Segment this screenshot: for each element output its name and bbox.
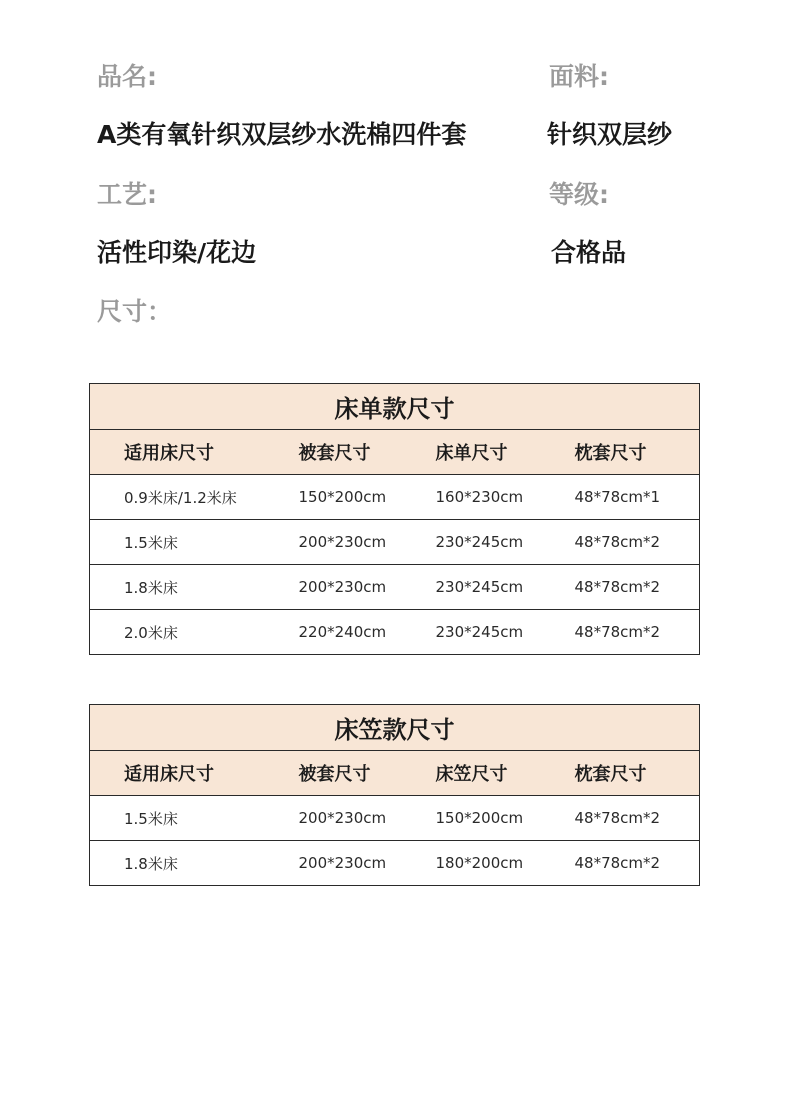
- fitted-table-title-row: [90, 705, 700, 751]
- header-pillowcase-size: 枕套尺寸: [574, 443, 647, 464]
- cell-duvet-size: 200*230cm: [298, 533, 387, 551]
- cell-bed-size: 1.5米床: [124, 809, 178, 828]
- cell-bed-size: 2.0米床: [124, 623, 178, 642]
- craft-value: 活性印染/花边: [97, 238, 257, 267]
- grade-value: 合格品: [551, 238, 627, 267]
- header-bed-size: 适用床尺寸: [124, 443, 214, 464]
- cell-duvet-size: 150*200cm: [298, 488, 387, 506]
- cell-duvet-size: 220*240cm: [298, 623, 387, 641]
- sheet-table-header-row: [90, 430, 700, 475]
- cell-sheet-size: 230*245cm: [435, 623, 524, 641]
- size-label: 尺寸：: [97, 297, 173, 326]
- cell-bed-size: 1.5米床: [124, 533, 178, 552]
- cell-pillowcase-size: 48*78cm*2: [574, 623, 661, 641]
- table-row: [90, 565, 700, 610]
- sheet-size-table: [89, 383, 700, 655]
- header-duvet-size: 被套尺寸: [298, 443, 371, 464]
- craft-label: 工艺:: [97, 180, 157, 209]
- cell-fitted-size: 180*200cm: [435, 854, 524, 872]
- header-fitted-size: 床笠尺寸: [435, 764, 508, 785]
- header-sheet-size: 床单尺寸: [435, 443, 508, 464]
- header-duvet-size: 被套尺寸: [298, 764, 371, 785]
- table-row: [90, 520, 700, 565]
- header-bed-size: 适用床尺寸: [124, 764, 214, 785]
- fabric-label: 面料:: [549, 62, 609, 91]
- cell-duvet-size: 200*230cm: [298, 809, 387, 827]
- fitted-table-header-row: [90, 751, 700, 796]
- cell-pillowcase-size: 48*78cm*1: [574, 488, 661, 506]
- cell-sheet-size: 160*230cm: [435, 488, 524, 506]
- table-row: [90, 475, 700, 520]
- cell-duvet-size: 200*230cm: [298, 578, 387, 596]
- product-name-value: A类有氧针织双层纱水洗棉四件套: [97, 120, 467, 149]
- cell-pillowcase-size: 48*78cm*2: [574, 809, 661, 827]
- cell-bed-size: 1.8米床: [124, 854, 178, 873]
- cell-fitted-size: 150*200cm: [435, 809, 524, 827]
- cell-pillowcase-size: 48*78cm*2: [574, 578, 661, 596]
- cell-duvet-size: 200*230cm: [298, 854, 387, 872]
- table-row: [90, 841, 700, 886]
- header-pillowcase-size: 枕套尺寸: [574, 764, 647, 785]
- sheet-table-title: 床单款尺寸: [90, 384, 700, 430]
- cell-bed-size: 1.8米床: [124, 578, 178, 597]
- cell-sheet-size: 230*245cm: [435, 533, 524, 551]
- table-row: [90, 610, 700, 655]
- fabric-value: 针织双层纱: [547, 120, 673, 149]
- grade-label: 等级:: [549, 180, 609, 209]
- fitted-size-table: [89, 704, 700, 886]
- cell-pillowcase-size: 48*78cm*2: [574, 854, 661, 872]
- table-row: [90, 796, 700, 841]
- sheet-table-title-row: [90, 384, 700, 430]
- fitted-table-title: 床笠款尺寸: [90, 705, 700, 751]
- cell-sheet-size: 230*245cm: [435, 578, 524, 596]
- cell-bed-size: 0.9米床/1.2米床: [124, 488, 237, 507]
- cell-pillowcase-size: 48*78cm*2: [574, 533, 661, 551]
- product-name-label: 品名:: [97, 62, 157, 91]
